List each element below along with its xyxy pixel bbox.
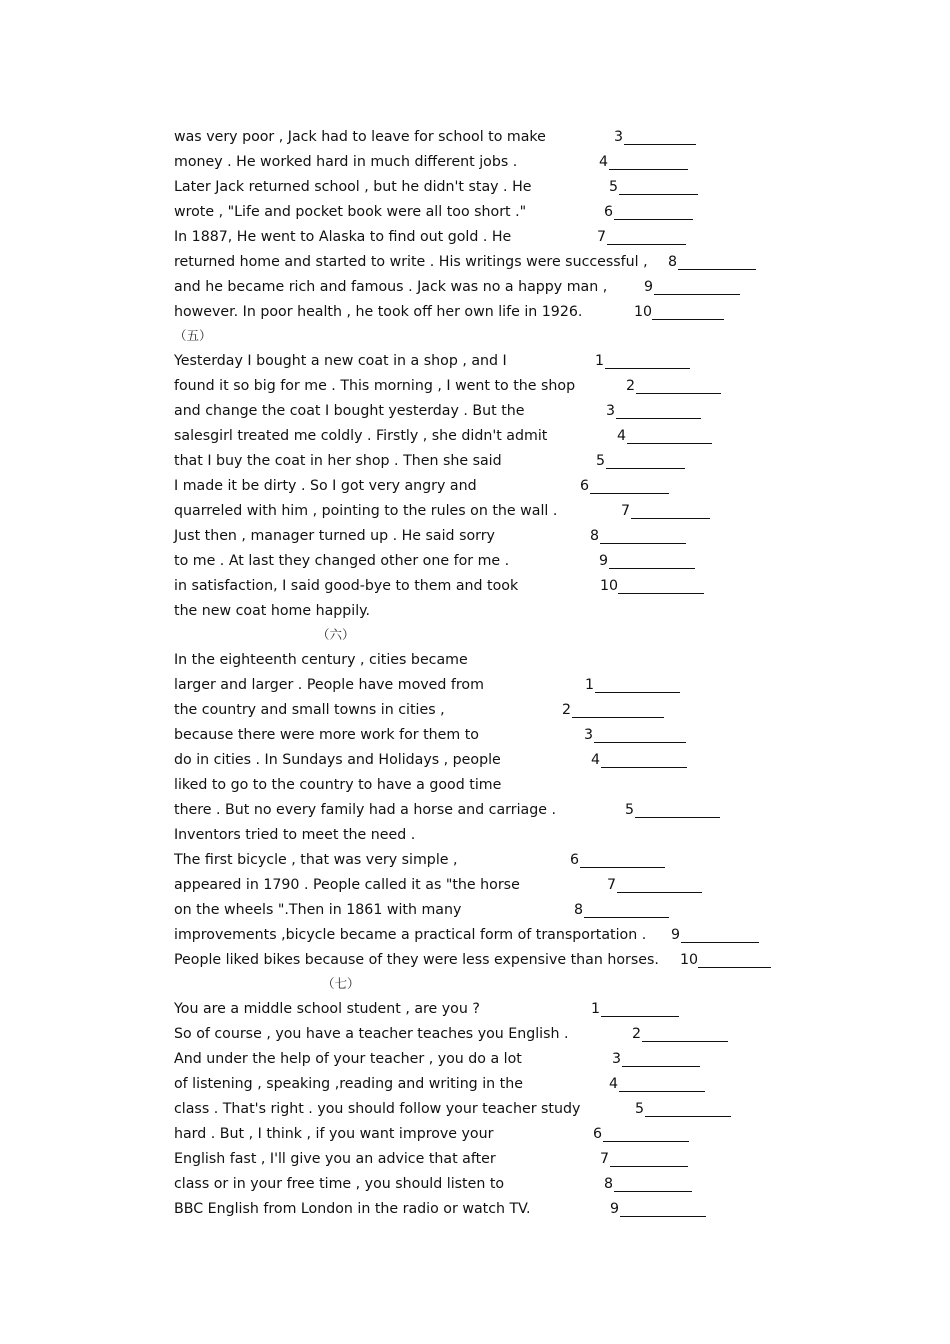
blank-number: 4 xyxy=(609,1076,619,1092)
blank-number: 10 xyxy=(600,578,619,594)
answer-blank[interactable] xyxy=(645,1116,731,1117)
passage-line: do in cities . In Sundays and Holidays , people xyxy=(174,752,501,768)
blank-number: 9 xyxy=(671,927,681,943)
answer-blank[interactable] xyxy=(605,368,690,369)
passage-line: returned home and started to write . His writings were successful , xyxy=(174,254,648,270)
passage-line: and change the coat I bought yesterday . But the xyxy=(174,403,525,419)
passage-line: on the wheels ".Then in 1861 with many xyxy=(174,902,462,918)
blank-number: 2 xyxy=(632,1026,642,1042)
blank-number: 3 xyxy=(614,129,624,145)
passage-line: class . That's right . you should follow your teacher study xyxy=(174,1101,581,1117)
passage-line: because there were more work for them to xyxy=(174,727,479,743)
passage-line: liked to go to the country to have a good time xyxy=(174,777,502,793)
passage-line: in satisfaction, I said good-bye to them and took xyxy=(174,578,519,594)
answer-blank[interactable] xyxy=(595,692,680,693)
blank-number: 1 xyxy=(595,353,605,369)
passage-line: You are a middle school student , are you ? xyxy=(174,1001,480,1017)
passage-line: the country and small towns in cities , xyxy=(174,702,445,718)
answer-blank[interactable] xyxy=(617,892,702,893)
passage-line: found it so big for me . This morning , I went to the shop xyxy=(174,378,576,394)
blank-number: 5 xyxy=(625,802,635,818)
blank-number: 9 xyxy=(644,279,654,295)
passage-line: English fast , I'll give you an advice that after xyxy=(174,1151,496,1167)
answer-blank[interactable] xyxy=(601,767,687,768)
blank-number: 8 xyxy=(590,528,600,544)
blank-number: 7 xyxy=(621,503,631,519)
passage-line: The first bicycle , that was very simple , xyxy=(174,852,458,868)
answer-blank[interactable] xyxy=(619,1091,705,1092)
blank-number: 6 xyxy=(580,478,590,494)
answer-blank[interactable] xyxy=(642,1041,728,1042)
answer-blank[interactable] xyxy=(601,1016,679,1017)
answer-blank[interactable] xyxy=(606,468,685,469)
answer-blank[interactable] xyxy=(678,269,756,270)
passage-line: was very poor , Jack had to leave for school to make xyxy=(174,129,546,145)
blank-number: 8 xyxy=(604,1176,614,1192)
answer-blank[interactable] xyxy=(580,867,665,868)
blank-number: 10 xyxy=(680,952,699,968)
answer-blank[interactable] xyxy=(681,942,759,943)
answer-blank[interactable] xyxy=(627,443,712,444)
section-6-header: （六） xyxy=(317,627,355,642)
passage-line: hard . But , I think , if you want improve your xyxy=(174,1126,494,1142)
passage-line: Yesterday I bought a new coat in a shop , and I xyxy=(174,353,507,369)
passage-line: to me . At last they changed other one for me . xyxy=(174,553,510,569)
passage-line: that I buy the coat in her shop . Then she said xyxy=(174,453,502,469)
blank-number: 6 xyxy=(593,1126,603,1142)
answer-blank[interactable] xyxy=(614,1191,692,1192)
blank-number: 5 xyxy=(609,179,619,195)
answer-blank[interactable] xyxy=(619,194,698,195)
passage-line: salesgirl treated me coldly . Firstly , she didn't admit xyxy=(174,428,548,444)
passage-line: appeared in 1790 . People called it as "the horse xyxy=(174,877,520,893)
passage-line: however. In poor health , he took off her own life in 1926. xyxy=(174,304,583,320)
blank-number: 7 xyxy=(600,1151,610,1167)
passage-line: class or in your free time , you should listen to xyxy=(174,1176,505,1192)
blank-number: 2 xyxy=(562,702,572,718)
answer-blank[interactable] xyxy=(610,1166,688,1167)
answer-blank[interactable] xyxy=(698,967,771,968)
passage-line: So of course , you have a teacher teaches you English . xyxy=(174,1026,569,1042)
answer-blank[interactable] xyxy=(572,717,664,718)
passage-line: Inventors tried to meet the need . xyxy=(174,827,416,843)
passage-line: and he became rich and famous . Jack was no a happy man , xyxy=(174,279,608,295)
passage-line: larger and larger . People have moved from xyxy=(174,677,484,693)
passage-line: improvements ,bicycle became a practical form of transportation . xyxy=(174,927,647,943)
blank-number: 7 xyxy=(607,877,617,893)
passage-line: In 1887, He went to Alaska to find out gold . He xyxy=(174,229,512,245)
passage-line: quarreled with him , pointing to the rules on the wall . xyxy=(174,503,558,519)
passage-line: Just then , manager turned up . He said sorry xyxy=(174,528,495,544)
blank-number: 6 xyxy=(570,852,580,868)
blank-number: 4 xyxy=(617,428,627,444)
passage-line: Later Jack returned school , but he didn't stay . He xyxy=(174,179,532,195)
passage-line: of listening , speaking ,reading and writing in the xyxy=(174,1076,523,1092)
section-7-header: （七） xyxy=(322,976,360,991)
answer-blank[interactable] xyxy=(624,144,696,145)
answer-blank[interactable] xyxy=(607,244,686,245)
blank-number: 4 xyxy=(591,752,601,768)
answer-blank[interactable] xyxy=(618,593,704,594)
passage-line: In the eighteenth century , cities became xyxy=(174,652,468,668)
answer-blank[interactable] xyxy=(609,568,695,569)
passage-line: I made it be dirty . So I got very angry and xyxy=(174,478,477,494)
passage-line: money . He worked hard in much different jobs . xyxy=(174,154,518,170)
section-5-header: （五） xyxy=(174,328,212,343)
blank-number: 9 xyxy=(610,1201,620,1217)
answer-blank[interactable] xyxy=(636,393,721,394)
blank-number: 10 xyxy=(634,304,653,320)
answer-blank[interactable] xyxy=(652,319,724,320)
answer-blank[interactable] xyxy=(622,1066,700,1067)
blank-number: 1 xyxy=(585,677,595,693)
answer-blank[interactable] xyxy=(620,1216,706,1217)
answer-blank[interactable] xyxy=(603,1141,689,1142)
passage-line: People liked bikes because of they were less expensive than horses. xyxy=(174,952,659,968)
blank-number: 2 xyxy=(626,378,636,394)
blank-number: 8 xyxy=(668,254,678,270)
blank-number: 3 xyxy=(584,727,594,743)
blank-number: 1 xyxy=(591,1001,601,1017)
answer-blank[interactable] xyxy=(584,917,669,918)
answer-blank[interactable] xyxy=(590,493,669,494)
passage-line: BBC English from London in the radio or watch TV. xyxy=(174,1201,531,1217)
answer-blank[interactable] xyxy=(635,817,720,818)
answer-blank[interactable] xyxy=(609,169,688,170)
blank-number: 5 xyxy=(596,453,606,469)
answer-blank[interactable] xyxy=(616,418,701,419)
blank-number: 9 xyxy=(599,553,609,569)
passage-line: wrote , "Life and pocket book were all too short ." xyxy=(174,204,527,220)
blank-number: 7 xyxy=(597,229,607,245)
passage-line: there . But no every family had a horse and carriage . xyxy=(174,802,556,818)
blank-number: 3 xyxy=(606,403,616,419)
answer-blank[interactable] xyxy=(600,543,686,544)
blank-number: 8 xyxy=(574,902,584,918)
blank-number: 6 xyxy=(604,204,614,220)
answer-blank[interactable] xyxy=(594,742,686,743)
blank-number: 3 xyxy=(612,1051,622,1067)
answer-blank[interactable] xyxy=(631,518,710,519)
answer-blank[interactable] xyxy=(614,219,693,220)
blank-number: 5 xyxy=(635,1101,645,1117)
passage-line: And under the help of your teacher , you do a lot xyxy=(174,1051,522,1067)
blank-number: 4 xyxy=(599,154,609,170)
answer-blank[interactable] xyxy=(654,294,740,295)
passage-line: the new coat home happily. xyxy=(174,603,371,619)
